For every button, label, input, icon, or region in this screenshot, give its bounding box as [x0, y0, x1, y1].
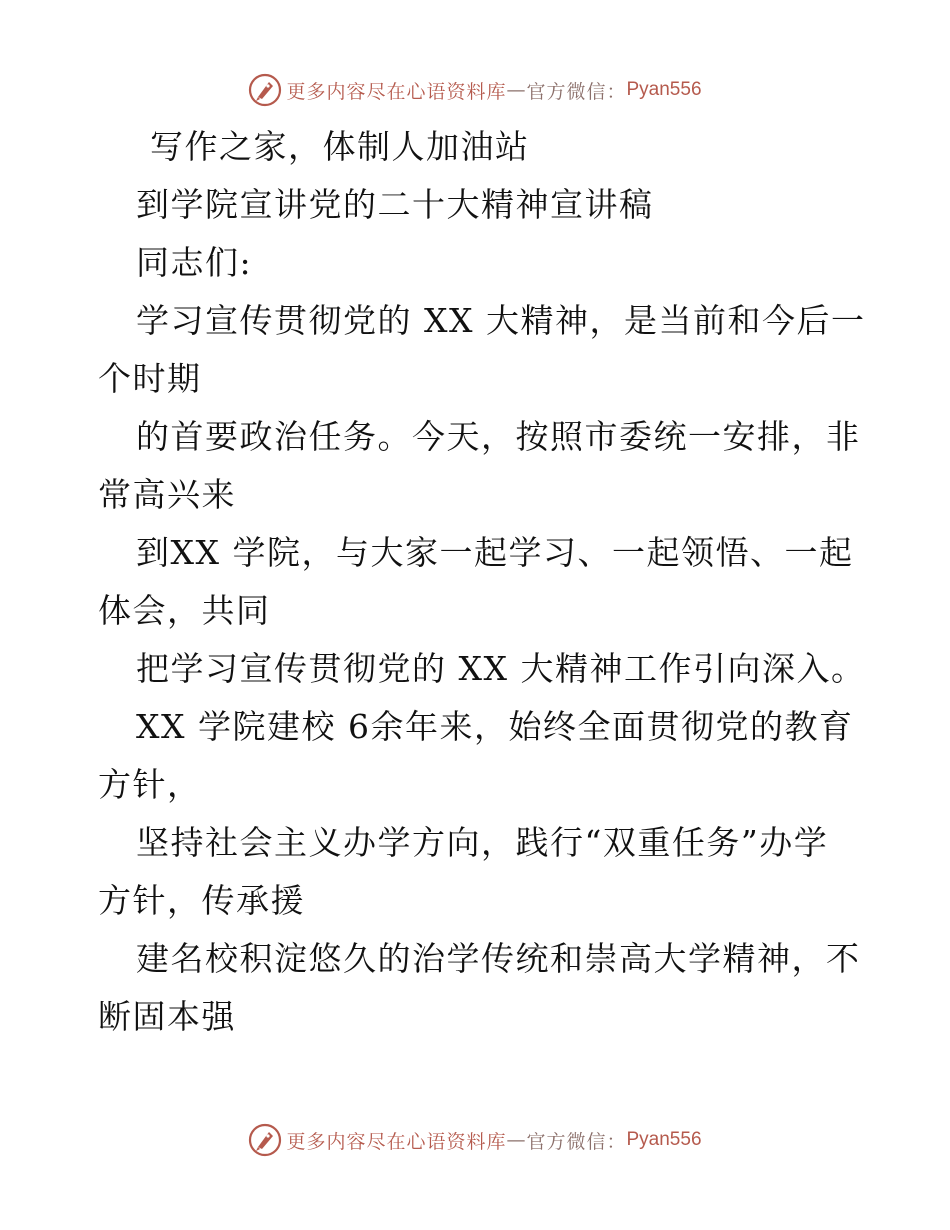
document-line: 常高兴来: [98, 475, 236, 514]
salutation: 同志们:: [136, 243, 253, 282]
document-line: 的首要政治任务。今天，按照市委统一安排，非: [136, 417, 861, 456]
pen-nib-logo-icon: [248, 73, 282, 107]
watermark-brand: 更多内容尽在心语资料库: [286, 1130, 507, 1153]
header-watermark: [0, 70, 950, 110]
document-line: 断固本强: [98, 997, 236, 1036]
document-line: 把学习宣传贯彻党的 XX 大精神工作引向深入。: [136, 649, 866, 688]
document-line: 建名校积淀悠久的治学传统和崇高大学精神，不: [136, 939, 861, 978]
document-title: 到学院宣讲党的二十大精神宣讲稿: [136, 185, 654, 224]
document-line: 到XX 学院，与大家一起学习、一起领悟、一起: [136, 533, 854, 572]
watermark-wechat-label: 官方微信：: [526, 80, 627, 103]
watermark-brand: 更多内容尽在心语资料库: [286, 80, 507, 103]
document-line: 坚持社会主义办学方向，践行“双重任务”办学: [136, 823, 829, 862]
document-body: [98, 118, 866, 1046]
document-line: 个时期: [98, 359, 202, 398]
watermark-wechat-label: 官方微信：: [526, 1130, 627, 1153]
document-line: 方针，传承援: [98, 881, 305, 920]
document-line: 体会，共同: [98, 591, 271, 630]
watermark-separator: —: [506, 79, 527, 101]
watermark-account: Pyan556: [626, 79, 702, 100]
document-line: 方针，: [98, 765, 202, 804]
document-line: 学习宣传贯彻党的 XX 大精神，是当前和今后一: [136, 301, 866, 340]
footer-watermark: [0, 1120, 950, 1160]
document-line: 写作之家，体制人加油站: [150, 127, 530, 166]
document-line: XX 学院建校 6余年来，始终全面贯彻党的教育: [136, 707, 854, 746]
watermark-account: Pyan556: [626, 1129, 702, 1150]
pen-nib-logo-icon: [248, 1123, 282, 1157]
watermark-separator: —: [506, 1129, 527, 1151]
